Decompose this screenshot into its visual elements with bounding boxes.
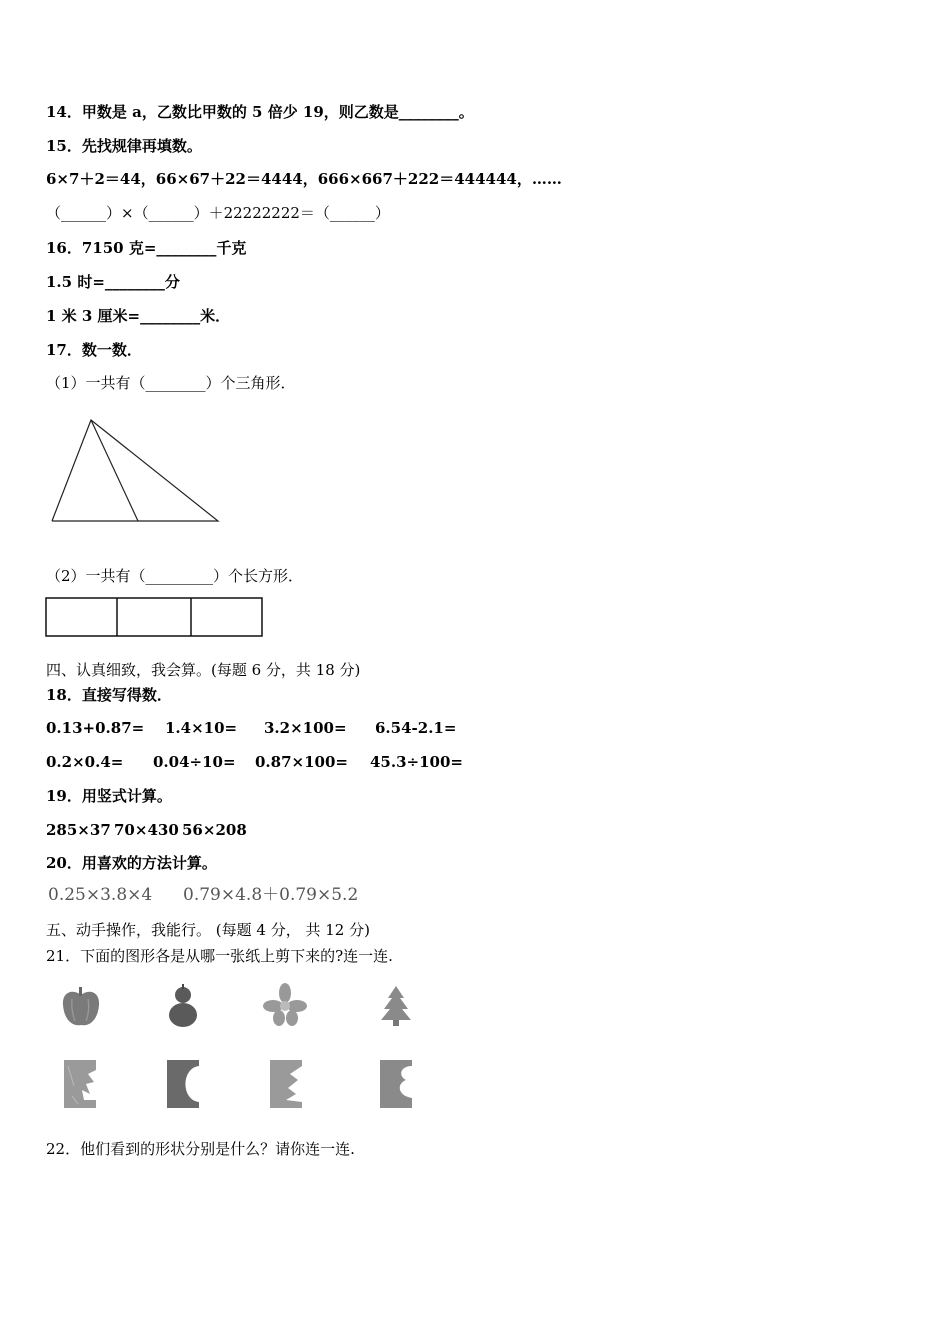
q18-item: 45.3÷100= [370,753,463,771]
q18-item: 0.13+0.87= [46,719,145,737]
section5-heading: 五、动手操作，我能行。 (每题 4 分， 共 12 分) [46,921,370,939]
q18-item: 3.2×100= [264,719,347,737]
apple-cutout-icon [58,985,104,1031]
paper-curve-cut-icon [376,1056,416,1112]
paper-star-cut-icon [60,1056,100,1112]
q20-expr: 0.25×3.8×4 [48,885,153,905]
q17-part1: （1）一共有（________）个三角形． [46,374,296,392]
q18-item: 6.54-2.1= [375,719,457,737]
q17-part2: （2）一共有（_________）个长方形． [46,567,304,585]
q16-line1: 16．7150 克=________千克 [46,239,247,257]
q15-pattern: 6×7＋2＝44，66×67＋22＝4444，666×667＋222＝444444，…… [46,170,562,188]
rectangles-figure [45,597,265,639]
q18-item: 0.04÷10= [153,753,236,771]
q15-title: 15．先找规律再填数。 [46,137,202,155]
section4-heading: 四、认真细致，我会算。(每题 6 分，共 18 分) [46,661,361,679]
paper-zigzag-cut-icon [266,1056,306,1112]
q22-title: 22．他们看到的形状分别是什么？请你连一连. [46,1140,355,1158]
q19-item: 285×37 [46,821,111,839]
triangle-figure [46,415,226,527]
q16-line3: 1 米 3 厘米=________米． [46,307,231,325]
q18-item: 0.87×100= [255,753,348,771]
q18-title: 18．直接写得数． [46,686,172,704]
q16-line2: 1.5 时=________分 [46,273,180,291]
q14-text: 14．甲数是 a，乙数比甲数的 5 倍少 19，则乙数是________。 [46,103,474,121]
tree-cutout-icon [373,982,419,1028]
q21-title: 21．下面的图形各是从哪一张纸上剪下来的?连一连. [46,947,393,965]
gourd-cutout-icon [160,982,206,1030]
q18-item: 0.2×0.4= [46,753,124,771]
q15-blank-line: （______）×（______）＋22222222＝（______） [46,204,390,222]
paper-c-cut-icon [163,1056,203,1112]
q19-title: 19．用竖式计算。 [46,787,172,805]
flower-cutout-icon [262,982,308,1028]
q20-title: 20．用喜欢的方法计算。 [46,854,217,872]
q20-expr: 0.79×4.8＋0.79×5.2 [183,885,359,905]
q17-title: 17．数一数． [46,341,142,359]
q19-item: 70×430 [114,821,179,839]
q19-item: 56×208 [182,821,247,839]
q18-item: 1.4×10= [165,719,238,737]
